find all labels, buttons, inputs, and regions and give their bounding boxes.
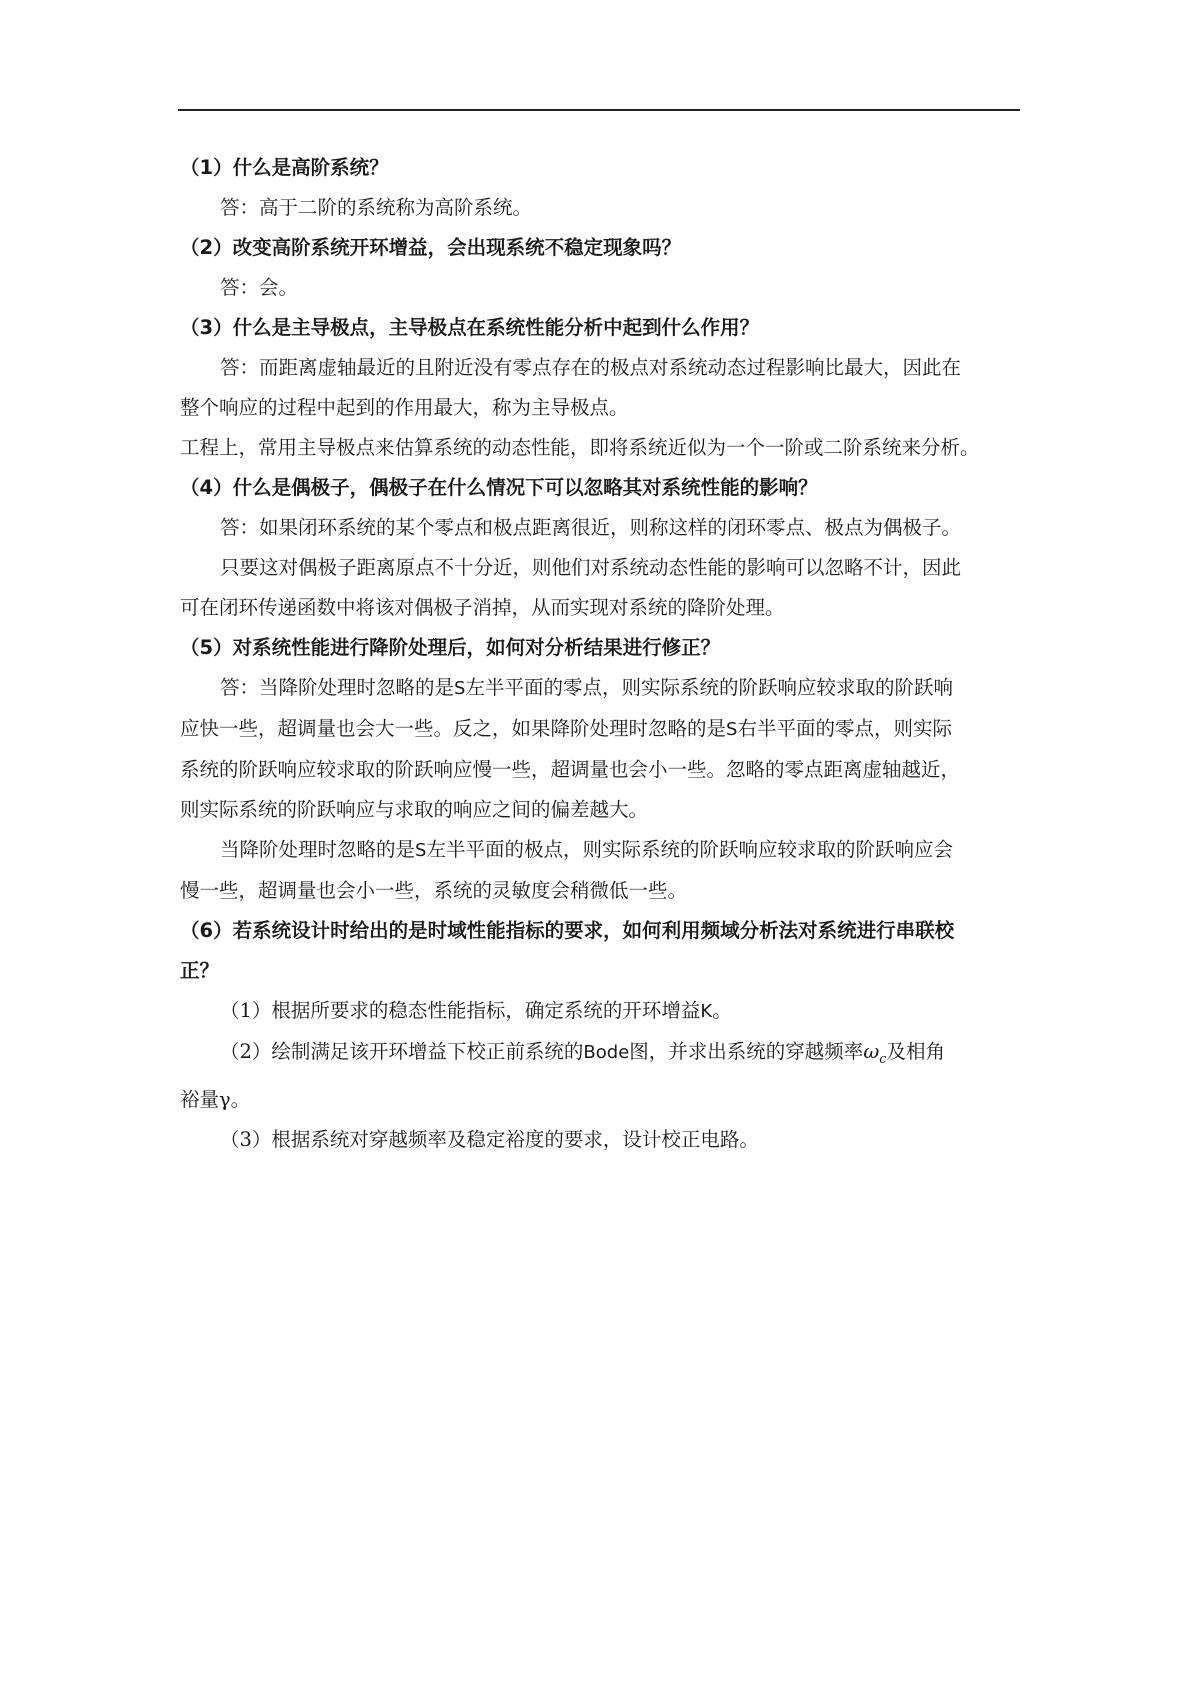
answer-2: 答：会。 xyxy=(220,276,299,299)
answer-3-line-3: 工程上，常用主导极点来估算系统的动态性能，即将系统近似为一个一阶或二阶系统来分析。 xyxy=(180,436,980,459)
text-run: 。 xyxy=(712,999,732,1022)
header-rule xyxy=(178,109,1020,111)
question-5-title: （5）对系统性能进行降阶处理后，如何对分析结果进行修正？ xyxy=(180,636,721,659)
answer-5-line-1 xyxy=(180,668,1020,709)
answer-3-line-2: 整个响应的过程中起到的作用最大，称为主导极点。 xyxy=(180,396,629,419)
omega-c-symbol xyxy=(863,1040,887,1067)
answer-5-line-6: 慢一些，超调量也会小一些，系统的灵敏度会稍微低一些。 xyxy=(180,879,688,902)
question-1-title: （1）什么是高阶系统？ xyxy=(180,156,389,179)
step-3: （3）根据系统对穿越频率及稳定裕度的要求，设计校正电路。 xyxy=(220,1127,759,1151)
text-run: 图，并求出系统的穿越频率 xyxy=(629,1040,864,1063)
gain-k-symbol: K xyxy=(700,1001,713,1022)
answer-5-line-2 xyxy=(180,709,1020,750)
step-2-line-2: 裕量γ。 xyxy=(180,1087,251,1111)
text-run: 左半平面的极点，则实际系统的阶跃响应较求取的阶跃响应会 xyxy=(426,838,953,861)
answer-5-line-3: 系统的阶跃响应较求取的阶跃响应慢一些，超调量也会小一些。忽略的零点距离虚轴越近， xyxy=(180,758,961,781)
bode-word: Bode xyxy=(583,1042,630,1063)
text-run: 右半平面的零点，则实际 xyxy=(737,717,952,740)
answer-1: 答：高于二阶的系统称为高阶系统。 xyxy=(220,196,533,219)
question-6-title-line-2: 正？ xyxy=(180,959,220,982)
answer-4-line-2: 只要这对偶极子距离原点不十分近，则他们对系统动态性能的影响可以忽略不计，因此 xyxy=(220,556,962,579)
s-symbol: S xyxy=(415,840,427,861)
text-run: 当降阶处理时忽略的是 xyxy=(220,838,416,861)
question-2-title: （2）改变高阶系统开环增益，会出现系统不稳定现象吗？ xyxy=(180,236,682,259)
answer-3-line-1: 答：而距离虚轴最近的且附近没有零点存在的极点对系统动态过程影响比最大，因此在 xyxy=(220,356,962,379)
answer-5-line-5 xyxy=(180,830,1020,871)
question-6-title-line-1: （6）若系统设计时给出的是时域性能指标的要求，如何利用频域分析法对系统进行串联校 xyxy=(180,919,955,942)
question-3-title: （3）什么是主导极点，主导极点在系统性能分析中起到什么作用？ xyxy=(180,316,760,339)
text-run: （1）根据所要求的稳态性能指标，确定系统的开环增益 xyxy=(220,999,701,1022)
s-symbol: S xyxy=(454,678,466,699)
text-run: 应快一些，超调量也会大一些。反之，如果降阶处理时忽略的是 xyxy=(180,717,727,740)
answer-4-line-3: 可在闭环传递函数中将该对偶极子消掉，从而实现对系统的降阶处理。 xyxy=(180,596,785,619)
question-4-title: （4）什么是偶极子，偶极子在什么情况下可以忽略其对系统性能的影响？ xyxy=(180,476,818,499)
omega-subscript: c xyxy=(879,1051,887,1067)
answer-4-line-1: 答：如果闭环系统的某个零点和极点距离很近，则称这样的闭环零点、极点为偶极子。 xyxy=(220,516,962,539)
s-symbol: S xyxy=(726,719,738,740)
step-1 xyxy=(180,991,1020,1032)
text-run: （2）绘制满足该开环增益下校正前系统的 xyxy=(220,1040,584,1063)
omega-letter: ω xyxy=(863,1040,880,1063)
text-run: 及相角 xyxy=(886,1040,946,1063)
text-run: 左半平面的零点，则实际系统的阶跃响应较求取的阶跃响 xyxy=(465,676,953,699)
text-run: 答：当降阶处理时忽略的是 xyxy=(220,676,455,699)
document-body xyxy=(180,148,1020,1160)
answer-5-line-4: 则实际系统的阶跃响应与求取的响应之间的偏差越大。 xyxy=(180,798,649,821)
step-2-line-1 xyxy=(180,1032,1020,1080)
